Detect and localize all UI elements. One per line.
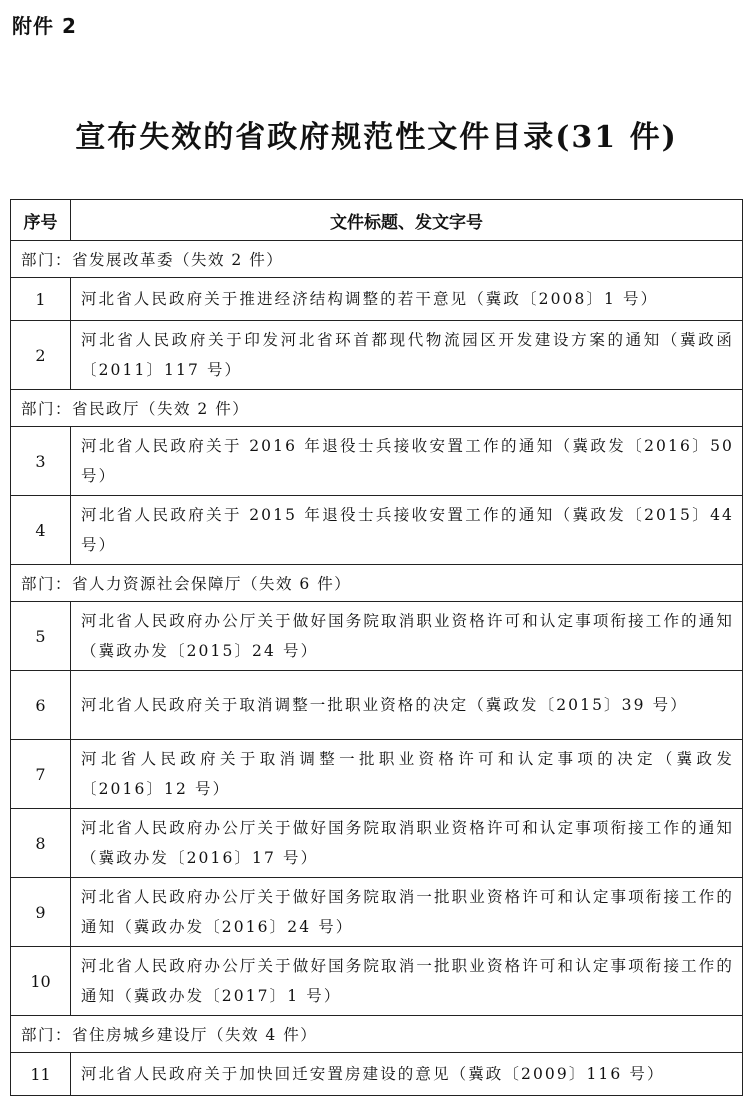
serial-number: 4 — [11, 496, 71, 565]
document-entry: 河北省人民政府关于印发河北省环首都现代物流园区开发建设方案的通知（冀政函〔2011〕117 号） — [71, 321, 743, 390]
document-entry: 河北省人民政府关于 2015 年退役士兵接收安置工作的通知（冀政发〔2015〕44 号） — [71, 496, 743, 565]
department-row: 部门：省民政厅（失效 2 件） — [11, 390, 743, 427]
document-entry: 河北省人民政府关于加快回迁安置房建设的意见（冀政〔2009〕116 号） — [71, 1053, 743, 1096]
table-header-row — [11, 200, 743, 241]
table-row — [11, 278, 743, 321]
table-row — [11, 321, 743, 390]
department-row: 部门：省住房城乡建设厅（失效 4 件） — [11, 1016, 743, 1053]
serial-number: 11 — [11, 1053, 71, 1096]
serial-number: 8 — [11, 809, 71, 878]
document-entry: 河北省人民政府关于 2016 年退役士兵接收安置工作的通知（冀政发〔2016〕50 号） — [71, 427, 743, 496]
document-title: 宣布失效的省政府规范性文件目录(31 件) — [75, 120, 678, 155]
document-entry: 河北省人民政府关于取消调整一批职业资格许可和认定事项的决定（冀政发〔2016〕12 号） — [71, 740, 743, 809]
header-serial-number: 序号 — [11, 200, 71, 241]
department-row: 部门：省人力资源社会保障厅（失效 6 件） — [11, 565, 743, 602]
table-row — [11, 878, 743, 947]
table-row — [11, 1053, 743, 1096]
table-row — [11, 496, 743, 565]
serial-number: 5 — [11, 602, 71, 671]
serial-number: 2 — [11, 321, 71, 390]
table-row — [11, 947, 743, 1016]
document-entry: 河北省人民政府办公厅关于做好国务院取消职业资格许可和认定事项衔接工作的通知（冀政办发〔2016〕17 号） — [71, 809, 743, 878]
serial-number: 10 — [11, 947, 71, 1016]
document-entry: 河北省人民政府办公厅关于做好国务院取消一批职业资格许可和认定事项衔接工作的通知（冀政办发〔2016〕24 号） — [71, 878, 743, 947]
document-table — [10, 199, 743, 1096]
document-entry: 河北省人民政府关于推进经济结构调整的若干意见（冀政〔2008〕1 号） — [71, 278, 743, 321]
serial-number: 3 — [11, 427, 71, 496]
document-entry: 河北省人民政府办公厅关于做好国务院取消一批职业资格许可和认定事项衔接工作的通知（冀政办发〔2017〕1 号） — [71, 947, 743, 1016]
table-row — [11, 671, 743, 740]
table-row — [11, 740, 743, 809]
serial-number: 1 — [11, 278, 71, 321]
serial-number: 9 — [11, 878, 71, 947]
serial-number: 7 — [11, 740, 71, 809]
table-row — [11, 602, 743, 671]
attachment-label: 附件 2 — [12, 14, 77, 38]
table-row — [11, 809, 743, 878]
department-row: 部门：省发展改革委（失效 2 件） — [11, 241, 743, 278]
table-row — [11, 427, 743, 496]
document-entry: 河北省人民政府办公厅关于做好国务院取消职业资格许可和认定事项衔接工作的通知（冀政办发〔2015〕24 号） — [71, 602, 743, 671]
serial-number: 6 — [11, 671, 71, 740]
header-document-title: 文件标题、发文字号 — [71, 200, 743, 241]
document-entry: 河北省人民政府关于取消调整一批职业资格的决定（冀政发〔2015〕39 号） — [71, 671, 743, 740]
